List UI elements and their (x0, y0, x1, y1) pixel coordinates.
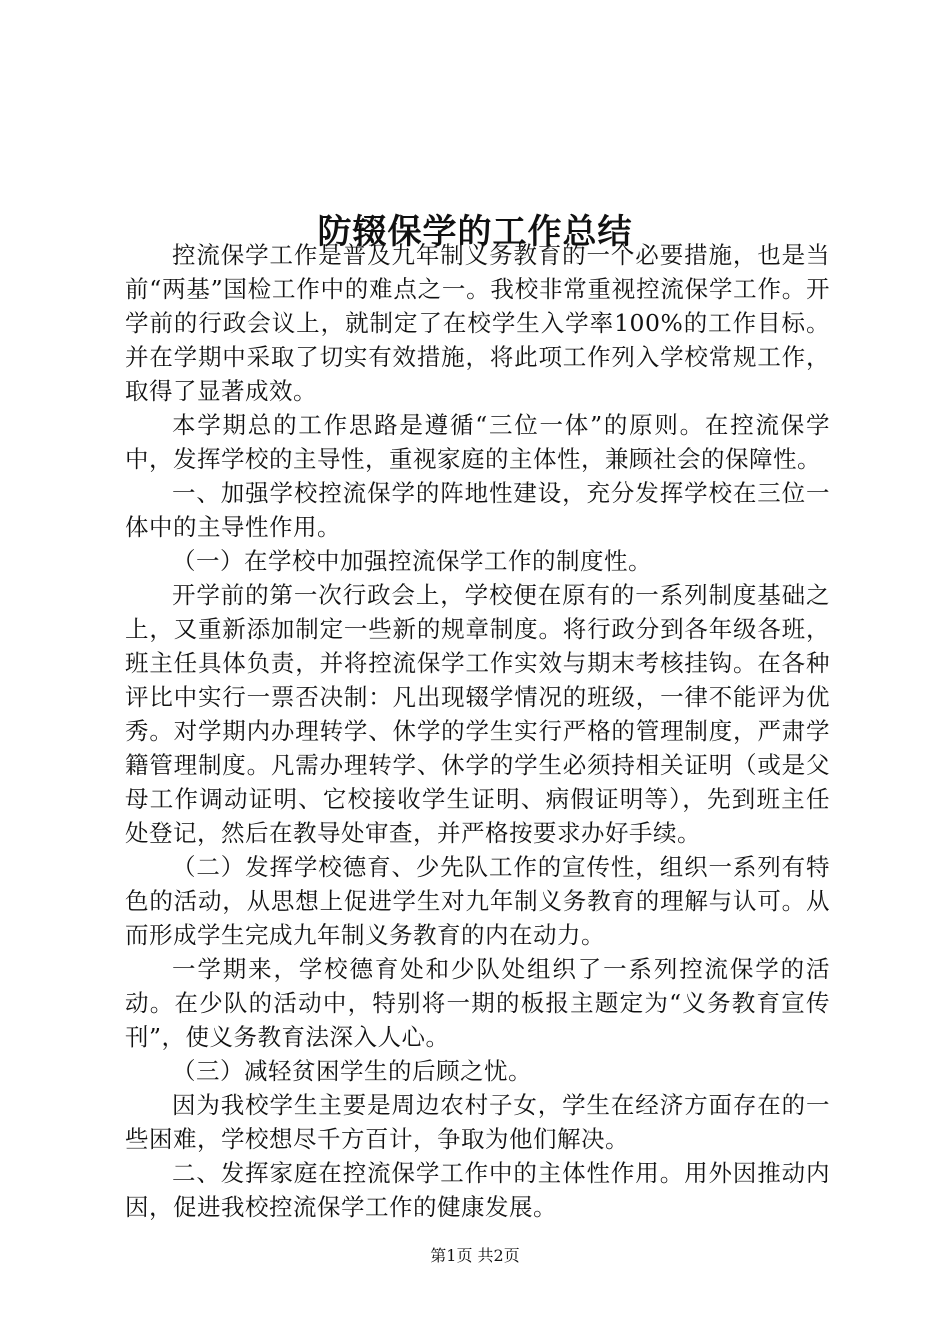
subsection-heading-promotion: （二）发挥学校德育、少先队工作的宣传性，组织一系列有特色的活动，从思想上促进学生对九年制义务教育的理解与认可。从而形成学生完成九年制义务教育的内在动力。 (125, 853, 830, 949)
paragraph-system: 开学前的第一次行政会上，学校便在原有的一系列制度基础之上，又重新添加制定一些新的规章制度。将行政分到各年级各班，班主任具体负责，并将控流保学工作实效与期末考核挂钩。在各种评比中实行一票否决制：凡出现辍学情况的班级，一律不能评为优秀。对学期内办理转学、休学的学生实行严格的管理制度，严肃学籍管理制度。凡需办理转学、休学的学生必须持相关证明（或是父母工作调动证明、它校接收学生证明、病假证明等），先到班主任处登记，然后在教导处审查，并严格按要求办好手续。 (125, 581, 830, 847)
section-heading-school: 一、加强学校控流保学的阵地性建设，充分发挥学校在三位一体中的主导性作用。 (125, 479, 830, 541)
section-heading-family: 二、发挥家庭在控流保学工作中的主体性作用。用外因推动内因，促进我校控流保学工作的健康发展。 (125, 1159, 830, 1221)
subsection-heading-system: （一）在学校中加强控流保学工作的制度性。 (172, 547, 652, 575)
paragraph-intro: 控流保学工作是普及九年制义务教育的一个必要措施，也是当前“两基”国检工作中的难点之一。我校非常重视控流保学工作。开学前的行政会议上，就制定了在校学生入学率100%的工作目标。并在学期中采取了切实有效措施，将此项工作列入学校常规工作，取得了显著成效。 (125, 241, 830, 405)
document-body (125, 238, 830, 1224)
subsection-heading-poverty: （三）减轻贫困学生的后顾之忧。 (172, 1057, 532, 1085)
paragraph-principle: 本学期总的工作思路是遵循“三位一体”的原则。在控流保学中，发挥学校的主导性，重视家庭的主体性，兼顾社会的保障性。 (125, 411, 830, 473)
paragraph-poverty: 因为我校学生主要是周边农村子女，学生在经济方面存在的一些困难，学校想尽千方百计，争取为他们解决。 (125, 1091, 830, 1153)
document-title: 防辍保学的工作总结 (317, 211, 633, 252)
paragraph-activities: 一学期来，学校德育处和少队处组织了一系列控流保学的活动。在少队的活动中，特别将一期的板报主题定为“义务教育宣传刊”，使义务教育法深入人心。 (125, 955, 830, 1051)
page-footer: 第1页 共2页 (430, 1246, 520, 1265)
